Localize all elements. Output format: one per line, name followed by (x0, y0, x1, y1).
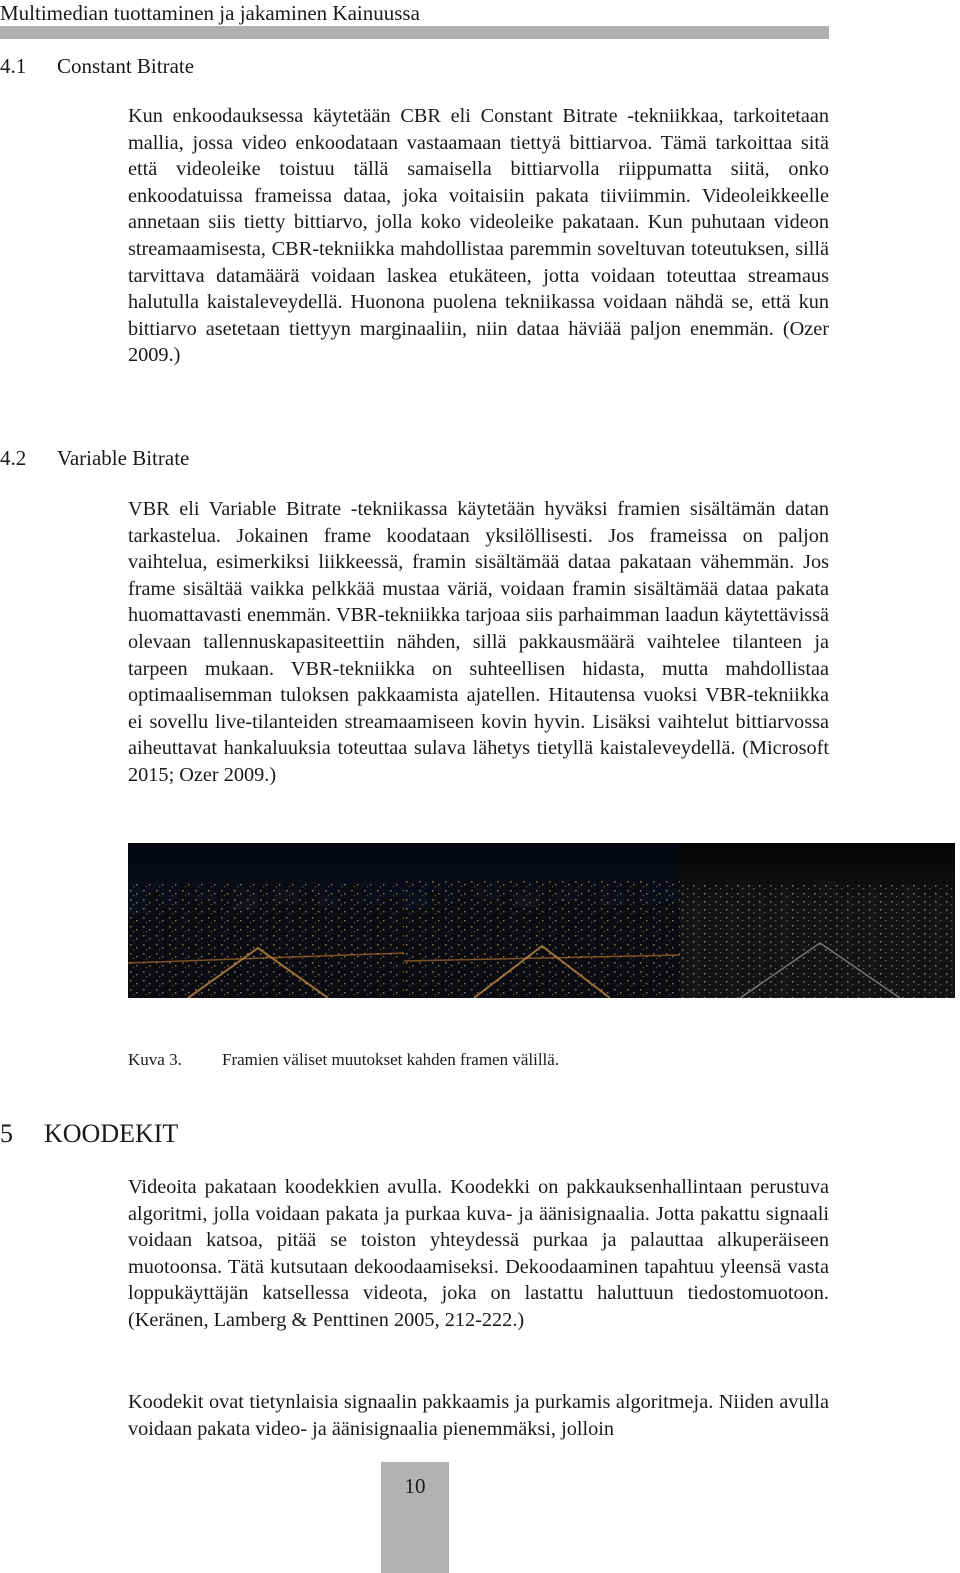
frames-illustration (128, 843, 955, 998)
section-heading-4-2 (0, 445, 189, 471)
frame-difference (680, 843, 955, 998)
running-header: Multimedian tuottaminen ja jakaminen Kainuussa (0, 1, 420, 25)
chapter-title: KOODEKIT (44, 1119, 179, 1148)
frame-1 (128, 843, 404, 998)
header-rule (0, 26, 829, 39)
section-title: Variable Bitrate (57, 446, 190, 470)
section-title: Constant Bitrate (57, 54, 195, 78)
figure-caption (128, 1049, 559, 1071)
city-night-frames-image (128, 843, 955, 998)
figure-label: Kuva 3. (128, 1050, 182, 1069)
body-paragraph-codecs-2: Koodekit ovat tietynlaisia signaalin pakkaamis ja purkamis algoritmeja. Niiden avulla voidaan pakata video- ja äänisignaalia pienemmäksi, jolloin (128, 1391, 829, 1440)
section-heading-4-1 (0, 53, 194, 79)
body-paragraph-vbr: VBR eli Variable Bitrate -tekniikassa käytetään hyväksi framien sisältämän datan tarkastelua. Jokainen frame koodataan yksilöllisesti. Jos frameissa on paljon vaihtelua, esimerkiksi liikkeessä, framin sisältämää dataa pakataan vähemmän. Jos frame sisältää vaikka pelkkää mustaa väriä, voidaan framin sisältämää dataa pakata huomattavasti enemmän. VBR-tekniikka tarjoaa siis parhaimman laadun käytettävissä olevaan tallennuskapasiteettiin nähden, sillä pakkausmäärä vaihtelee tilanteen ja tarpeen mukaan. VBR-tekniikka on suhteellisen hidasta, mutta mahdollistaa optimaalisemman tuloksen pakkaamista ajatellen. Hitautensa vuoksi VBR-tekniikka ei sovellu live-tilanteiden streamaamiseen kovin hyvin. Lisäksi vaihtelut bittiarvossa aiheuttavat hankaluuksia toteuttaa sulava lähetys tietyllä kaistaleveydellä. (Microsoft 2015; Ozer 2009.) (128, 498, 829, 786)
section-number: 4.1 (0, 54, 27, 78)
figure-caption-text: Framien väliset muutokset kahden framen välillä. (222, 1050, 560, 1069)
body-paragraph-codecs-1: Videoita pakataan koodekkien avulla. Koodekki on pakkauksenhallintaan perustuva algoritmi, jolla voidaan pakata ja purkaa kuva- ja äänisignaalia. Jotta pakattu signaali voidaan katsoa, pitää se toiston yhteydessä purkaa ja palauttaa alkuperäiseen muotoonsa. Tätä kutsutaan dekoodaamiseksi. Dekoodaaminen tapahtuu yleensä vasta loppukäyttäjän katsellessa videota, joka on lastattu haluttuun tiedostomuotoon. (Keränen, Lamberg & Penttinen 2005, 212-222.) (128, 1176, 829, 1331)
chapter-heading-5 (0, 1119, 178, 1149)
body-paragraph-cbr: Kun enkoodauksessa käytetään CBR eli Constant Bitrate -tekniikkaa, tarkoitetaan mallia, jossa video enkoodataan vastaamaan tiettyä bittiarvoa. Tämä tarkoittaa sitä että videoleike toistuu tällä samaisella bittiarvolla riippumatta siitä, onko enkoodatuissa frameissa dataa, joka voitaisiin pakata tiiviimmin. Videoleikkeelle annetaan siis tietty bittiarvo, jolla koko videoleike pakataan. Kun puhutaan videon streamaamisesta, CBR-tekniikka mahdollistaa paremmin soveltuvan toteutuksen, sillä tarvittava datamäärä voidaan laskea etukäteen, jotta voidaan toteuttaa streamaus halutulla kaistaleveydellä. Huonona puolena tekniikassa voidaan nähdä se, että kun bittiarvo asetetaan tiettyyn marginaaliin, niin dataa häviää paljon enemmän. (Ozer 2009.) (128, 105, 829, 367)
section-number: 4.2 (0, 446, 27, 470)
frame-2 (404, 843, 680, 998)
chapter-number: 5 (0, 1119, 13, 1148)
page-number: 10 (404, 1474, 426, 1498)
